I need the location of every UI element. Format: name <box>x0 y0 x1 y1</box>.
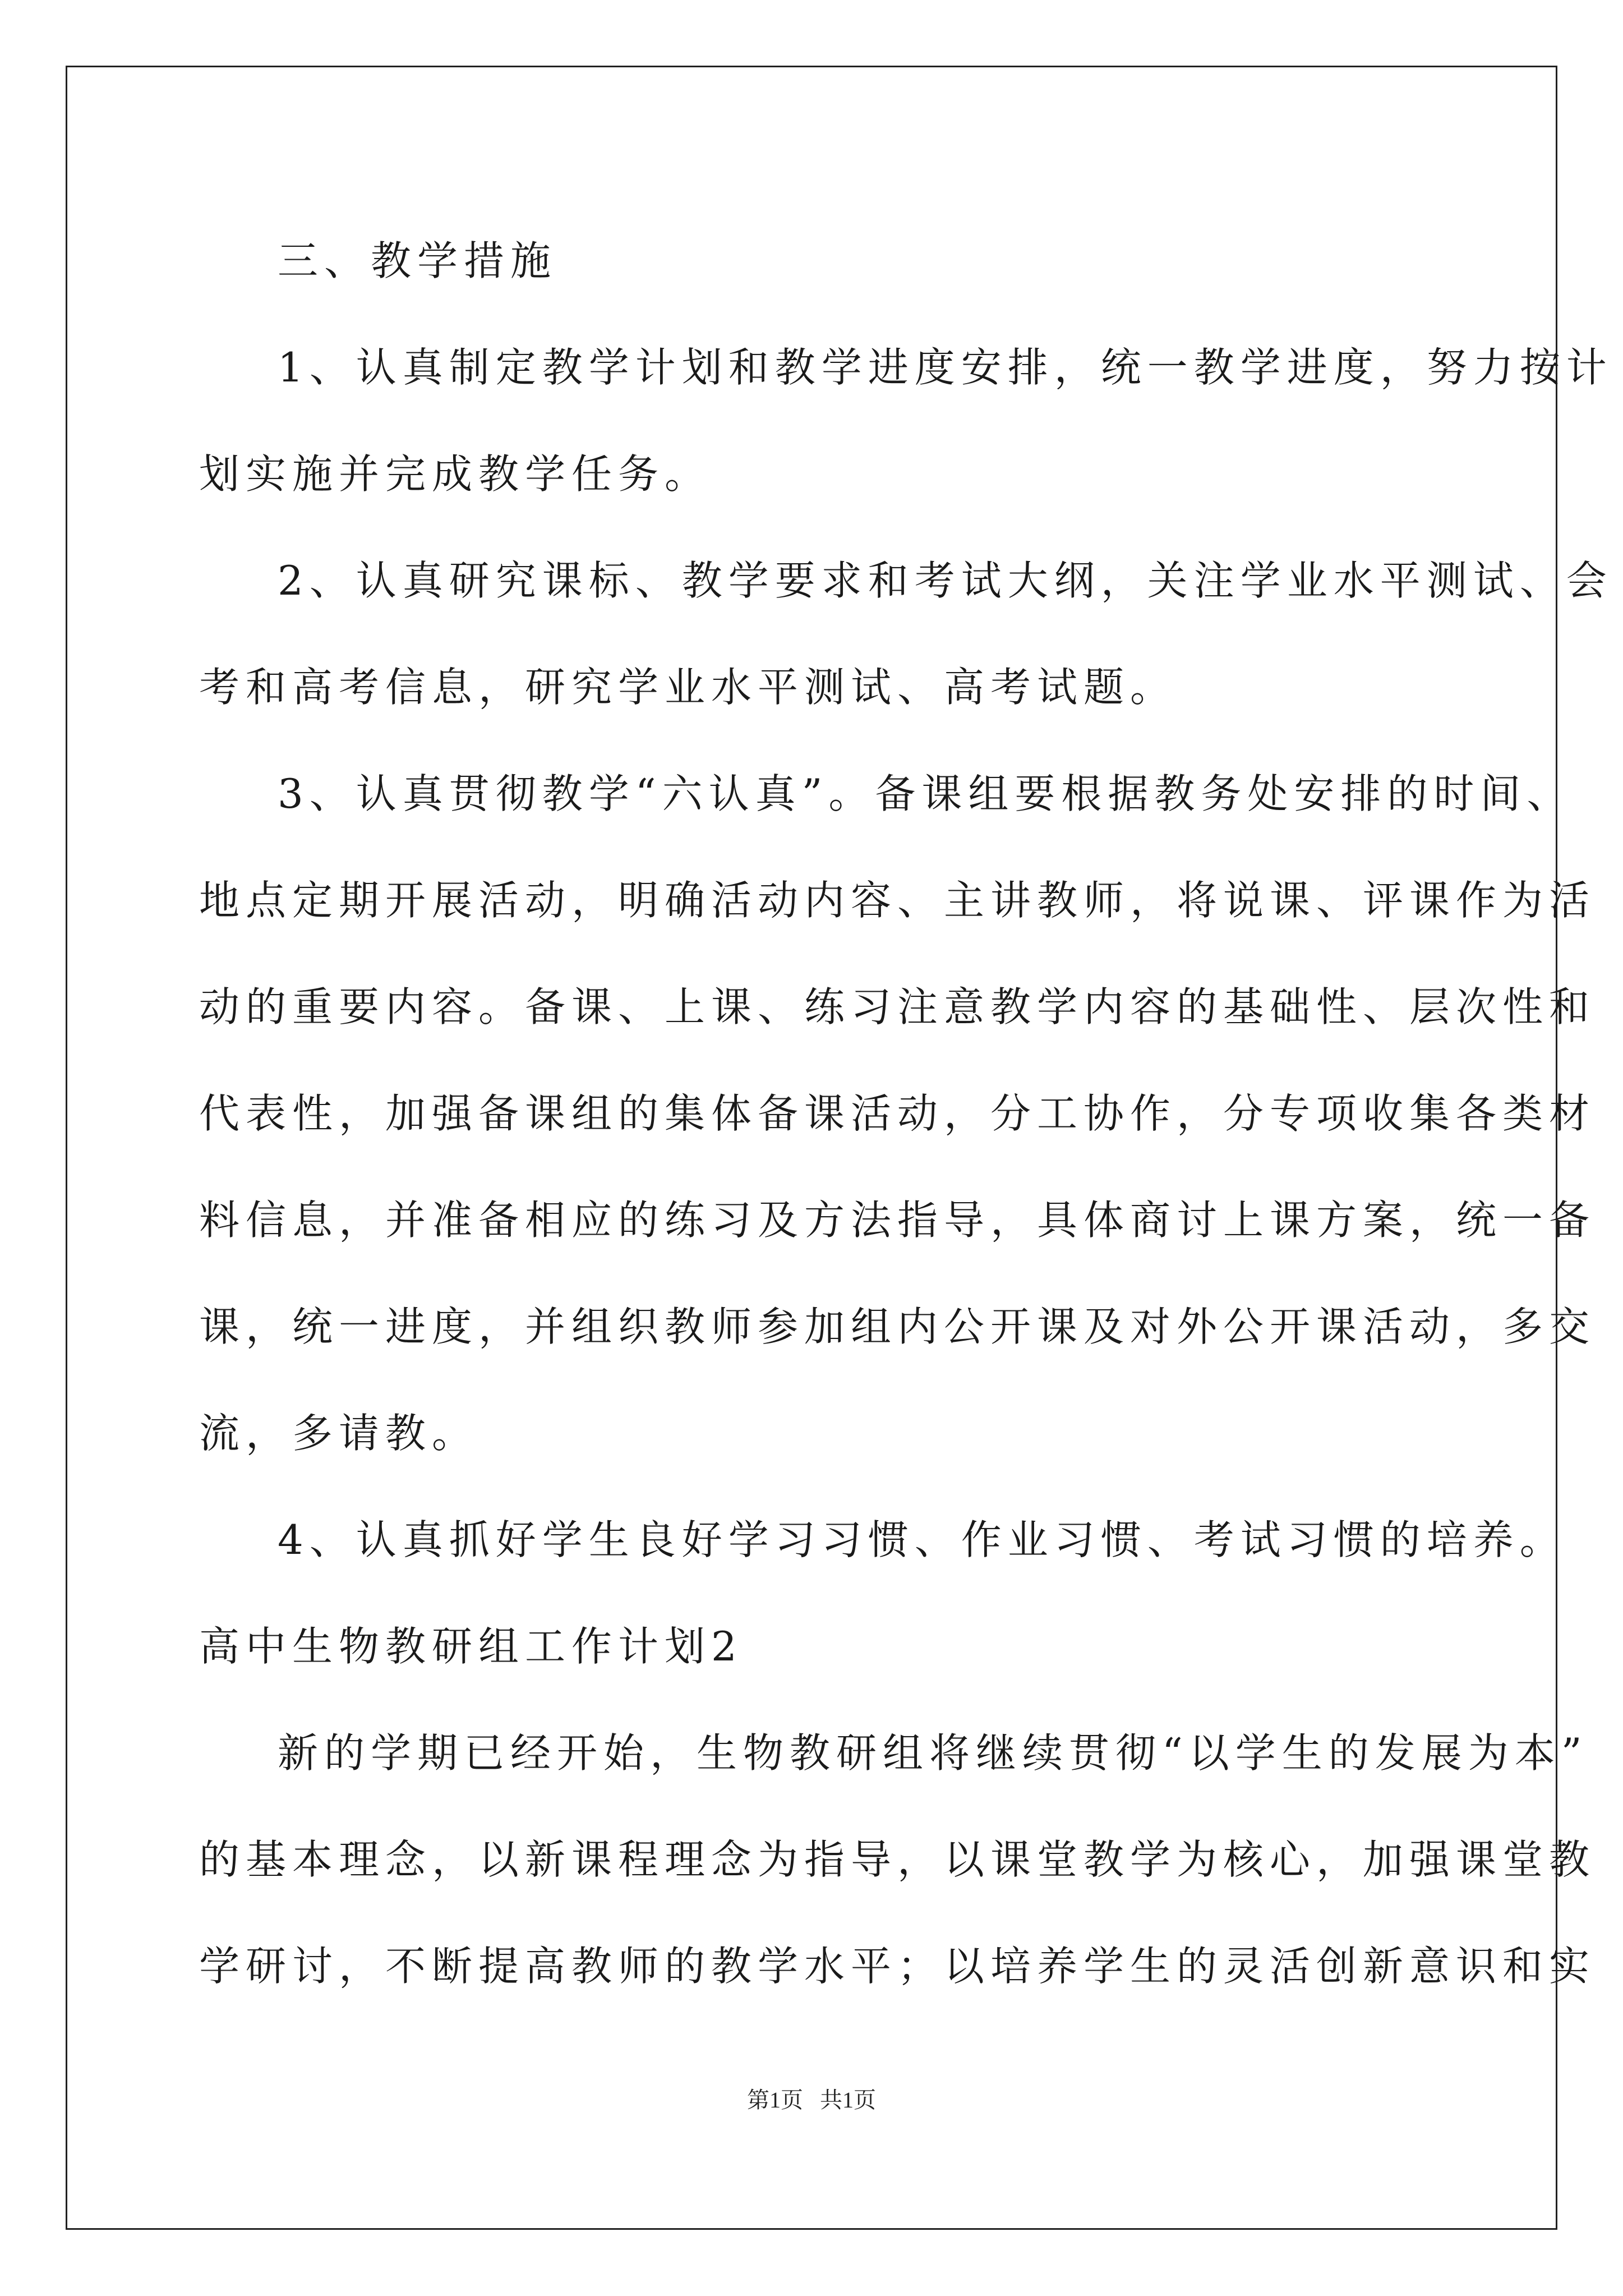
text-line: 划实施并完成教学任务。 <box>199 450 712 498</box>
text-line: 地点定期开展活动，明确活动内容、主讲教师，将说课、评课作为活 <box>199 877 1596 924</box>
text-line: 4、认真抓好学生良好学习习惯、作业习惯、考试习惯的培养。 <box>278 1516 1566 1563</box>
page-footer <box>0 2082 1623 2114</box>
document-body <box>199 208 1613 2019</box>
text-line: 2、认真研究课标、教学要求和考试大纲，关注学业水平测试、会 <box>278 557 1613 604</box>
text-line: 考和高考信息，研究学业水平测试、高考试题。 <box>199 664 1177 711</box>
text-line: 的基本理念，以新课程理念为指导，以课堂教学为核心，加强课堂教 <box>199 1836 1596 1883</box>
text-line: 动的重要内容。备课、上课、练习注意教学内容的基础性、层次性和 <box>199 983 1596 1030</box>
text-line: 3、认真贯彻教学“六认真”。备课组要根据教务处安排的时间、 <box>278 770 1574 817</box>
text-line: 代表性，加强备课组的集体备课活动，分工协作，分专项收集各类材 <box>199 1090 1596 1137</box>
text-line: 课，统一进度，并组织教师参加组内公开课及对外公开课活动，多交 <box>199 1303 1596 1350</box>
text-line: 流，多请教。 <box>199 1410 479 1457</box>
text-line: 料信息，并准备相应的练习及方法指导，具体商讨上课方案，统一备 <box>199 1197 1596 1244</box>
section-heading: 三、教学措施 <box>278 237 557 284</box>
document-title: 高中生物教研组工作计划2 <box>199 1623 743 1670</box>
text-line: 新的学期已经开始，生物教研组将继续贯彻“以学生的发展为本” <box>278 1729 1588 1777</box>
page-number: 第1页 共1页 <box>747 2087 876 2113</box>
text-line: 学研讨，不断提高教师的教学水平；以培养学生的灵活创新意识和实 <box>199 1943 1596 1990</box>
text-line: 1、认真制定教学计划和教学进度安排，统一教学进度，努力按计 <box>278 344 1613 391</box>
